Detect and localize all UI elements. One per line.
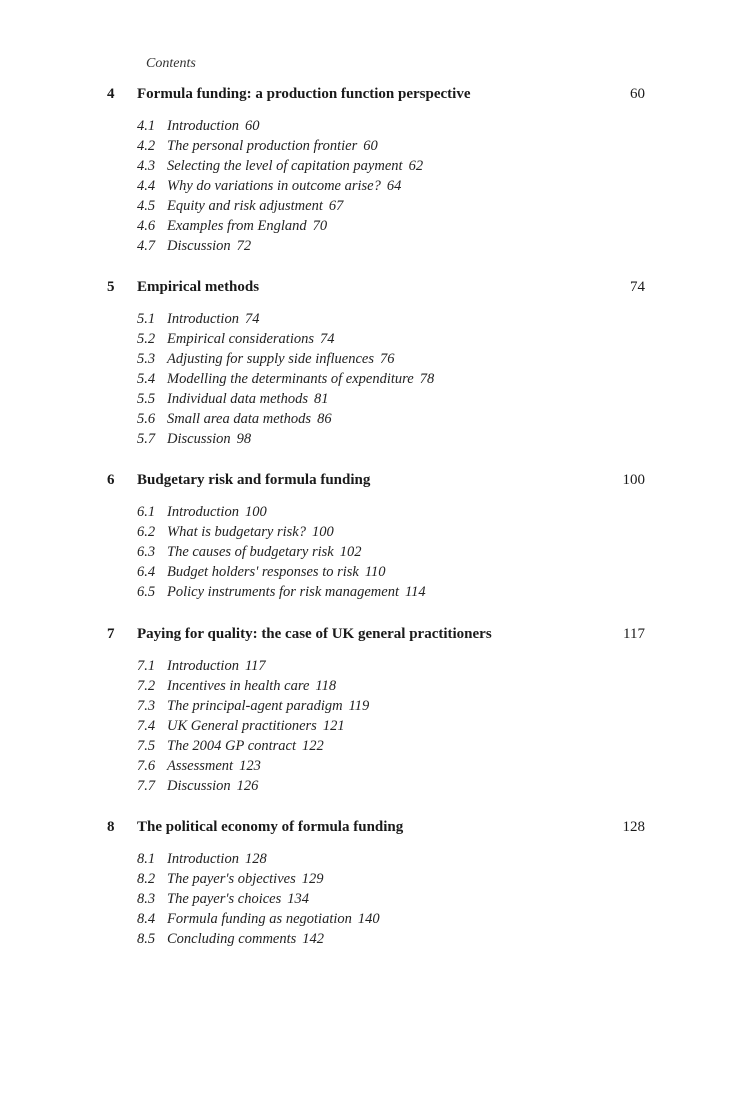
section-number: 4.1	[137, 118, 156, 134]
section-page: 74	[244, 311, 260, 327]
section-page: 123	[239, 758, 261, 774]
section-entry	[137, 849, 737, 869]
section-title: Individual data methods	[167, 391, 308, 407]
chapter-heading	[0, 472, 737, 492]
section-title: Discussion	[167, 431, 231, 447]
section-title: Assessment	[167, 758, 234, 774]
section-title: Incentives in health care	[167, 678, 310, 694]
section-number: 7.3	[137, 698, 156, 714]
section-title: What is budgetary risk?	[167, 524, 306, 540]
section-number: 8.3	[137, 891, 156, 907]
section-page: 126	[236, 778, 259, 794]
section-number: 7.5	[137, 738, 156, 754]
section-number: 5.1	[137, 311, 156, 327]
section-title: Introduction	[167, 504, 239, 520]
section-number: 4.2	[137, 138, 156, 154]
section-number: 7.7	[137, 778, 156, 794]
chapter-title: Formula funding: a production function perspective	[137, 86, 471, 102]
section-list	[137, 116, 737, 256]
section-entry	[137, 756, 737, 776]
section-page: 100	[311, 524, 334, 540]
section-entry	[137, 929, 737, 949]
section-page: 76	[380, 351, 395, 367]
section-entry	[137, 176, 737, 196]
section-list	[137, 502, 737, 602]
section-number: 6.1	[137, 504, 156, 520]
chapter-page: 128	[622, 819, 645, 835]
section-entry	[137, 216, 737, 236]
section-number: 6.5	[137, 584, 156, 600]
section-entry	[137, 542, 737, 562]
section-title: Discussion	[167, 238, 231, 254]
section-title: Equity and risk adjustment	[167, 198, 323, 214]
section-number: 8.2	[137, 871, 156, 887]
chapter-title: Empirical methods	[137, 279, 260, 295]
chapter-8	[0, 819, 737, 949]
section-title: Introduction	[167, 851, 239, 867]
section-page: 86	[317, 411, 332, 427]
section-number: 5.3	[137, 351, 156, 367]
section-number: 8.1	[137, 851, 156, 867]
section-page: 70	[312, 218, 328, 234]
section-number: 5.4	[137, 371, 156, 387]
chapter-heading	[0, 626, 737, 646]
section-entry	[137, 716, 737, 736]
section-number: 7.6	[137, 758, 156, 774]
section-page: 114	[404, 584, 426, 600]
section-number: 8.5	[137, 931, 156, 947]
section-page: 119	[348, 698, 370, 714]
chapter-7	[0, 626, 737, 796]
chapter-heading	[0, 279, 737, 299]
section-number: 6.3	[137, 544, 156, 560]
section-number: 6.2	[137, 524, 156, 540]
section-entry	[137, 696, 737, 716]
section-page: 98	[236, 431, 252, 447]
running-head: Contents	[146, 56, 196, 71]
section-number: 7.4	[137, 718, 156, 734]
section-number: 8.4	[137, 911, 156, 927]
section-page: 74	[320, 331, 335, 347]
section-entry	[137, 522, 737, 542]
section-entry	[137, 349, 737, 369]
section-title: The 2004 GP contract	[167, 738, 297, 754]
section-title: Budget holders' responses to risk	[167, 564, 359, 580]
section-entry	[137, 502, 737, 522]
section-title: Selecting the level of capitation payment	[167, 158, 403, 174]
section-title: The personal production frontier	[167, 138, 358, 154]
section-page: 60	[363, 138, 378, 154]
section-entry	[137, 869, 737, 889]
chapter-title: Paying for quality: the case of UK general practitioners	[137, 626, 492, 642]
chapter-6	[0, 472, 737, 602]
section-number: 4.3	[137, 158, 156, 174]
chapter-heading	[0, 819, 737, 839]
section-entry	[137, 196, 737, 216]
chapter-page: 60	[630, 86, 645, 102]
section-page: 140	[357, 911, 380, 927]
chapter-number: 7	[107, 626, 115, 642]
section-entry	[137, 656, 737, 676]
section-title: Introduction	[167, 118, 239, 134]
section-page: 100	[244, 504, 267, 520]
section-title: Examples from England	[167, 218, 307, 234]
section-title: Introduction	[167, 658, 239, 674]
section-entry	[137, 156, 737, 176]
section-title: Introduction	[167, 311, 239, 327]
section-entry	[137, 562, 737, 582]
section-number: 5.2	[137, 331, 156, 347]
section-title: The principal-agent paradigm	[167, 698, 343, 714]
chapter-page: 117	[623, 626, 645, 642]
section-number: 4.6	[137, 218, 156, 234]
section-page: 67	[328, 198, 344, 214]
chapter-5	[0, 279, 737, 449]
section-page: 118	[315, 678, 337, 694]
section-page: 78	[419, 371, 435, 387]
section-title: Concluding comments	[167, 931, 297, 947]
section-page: 134	[287, 891, 309, 907]
chapter-number: 8	[107, 819, 115, 835]
section-title: Adjusting for supply side influences	[167, 351, 375, 367]
section-entry	[137, 116, 737, 136]
section-number: 5.5	[137, 391, 156, 407]
section-entry	[137, 409, 737, 429]
section-page: 64	[386, 178, 402, 194]
section-entry	[137, 429, 737, 449]
section-number: 5.7	[137, 431, 156, 447]
chapter-page: 74	[630, 279, 645, 295]
section-page: 62	[408, 158, 424, 174]
chapter-number: 6	[107, 472, 115, 488]
chapter-page: 100	[622, 472, 645, 488]
section-entry	[137, 369, 737, 389]
chapter-title: Budgetary risk and formula funding	[137, 472, 371, 488]
section-entry	[137, 909, 737, 929]
section-page: 110	[364, 564, 386, 580]
section-number: 4.5	[137, 198, 156, 214]
section-page: 117	[244, 658, 266, 674]
section-page: 72	[236, 238, 252, 254]
section-number: 4.4	[137, 178, 156, 194]
section-number: 5.6	[137, 411, 156, 427]
section-page: 60	[244, 118, 260, 134]
section-page: 121	[322, 718, 345, 734]
chapter-number: 5	[107, 279, 115, 295]
section-entry	[137, 236, 737, 256]
chapter-number: 4	[107, 86, 115, 102]
section-entry	[137, 776, 737, 796]
section-title: The causes of budgetary risk	[167, 544, 334, 560]
chapter-4	[0, 86, 737, 256]
section-list	[137, 656, 737, 796]
section-entry	[137, 736, 737, 756]
section-title: Modelling the determinants of expenditure	[167, 371, 414, 387]
section-page: 81	[313, 391, 329, 407]
section-page: 102	[339, 544, 362, 560]
section-page: 122	[302, 738, 324, 754]
section-title: Policy instruments for risk management	[167, 584, 399, 600]
section-entry	[137, 389, 737, 409]
section-number: 7.2	[137, 678, 156, 694]
section-title: Empirical considerations	[167, 331, 315, 347]
section-title: The payer's choices	[167, 891, 282, 907]
section-title: Discussion	[167, 778, 231, 794]
section-title: Formula funding as negotiation	[167, 911, 352, 927]
section-entry	[137, 676, 737, 696]
section-title: Why do variations in outcome arise?	[167, 178, 381, 194]
section-number: 4.7	[137, 238, 156, 254]
section-page: 129	[301, 871, 324, 887]
section-number: 6.4	[137, 564, 156, 580]
section-title: The payer's objectives	[167, 871, 296, 887]
section-title: Small area data methods	[167, 411, 312, 427]
chapter-title: The political economy of formula funding	[137, 819, 404, 835]
section-page: 128	[244, 851, 267, 867]
section-entry	[137, 309, 737, 329]
section-title: UK General practitioners	[167, 718, 317, 734]
section-entry	[137, 136, 737, 156]
chapter-heading	[0, 86, 737, 106]
section-page: 142	[302, 931, 325, 947]
section-entry	[137, 582, 737, 602]
section-list	[137, 849, 737, 949]
section-entry	[137, 329, 737, 349]
section-number: 7.1	[137, 658, 156, 674]
section-entry	[137, 889, 737, 909]
section-list	[137, 309, 737, 449]
